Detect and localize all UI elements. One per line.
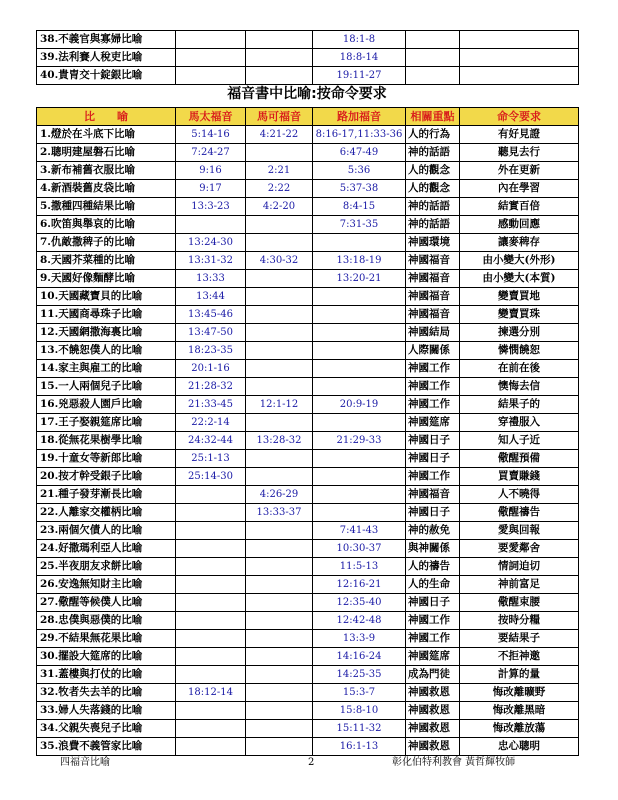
matthew-ref [176, 702, 246, 720]
mark-ref [246, 342, 313, 360]
parable-name: 28.忠僕與惡僕的比喻 [37, 612, 176, 630]
mark-ref [246, 360, 313, 378]
focus-cell: 神國筵席 [406, 648, 460, 666]
table-row [37, 180, 579, 198]
luke-ref: 7:31-35 [313, 216, 406, 234]
mark-ref: 4:2-20 [246, 198, 313, 216]
luke-ref: 18:8-14 [313, 49, 406, 67]
parable-name: 17.王子娶親筵席比喻 [37, 414, 176, 432]
mark-ref: 13:33-37 [246, 504, 313, 522]
mark-ref [246, 576, 313, 594]
footer-page-number: 2 [308, 757, 315, 768]
parable-name: 3.新布補舊衣服比喻 [37, 162, 176, 180]
parable-name: 8.天國芥菜種的比喻 [37, 252, 176, 270]
requirement-cell: 悔改離放蕩 [460, 720, 579, 738]
focus-cell [406, 49, 460, 67]
luke-ref: 13:20-21 [313, 270, 406, 288]
matthew-ref [176, 540, 246, 558]
table-row [37, 594, 579, 612]
mark-ref [246, 306, 313, 324]
table-row [37, 432, 579, 450]
mark-ref: 2:22 [246, 180, 313, 198]
matthew-ref: 5:14-16 [176, 126, 246, 144]
luke-ref: 5:37-38 [313, 180, 406, 198]
mark-ref [246, 702, 313, 720]
luke-ref [313, 342, 406, 360]
table-row [37, 360, 579, 378]
mark-ref [246, 288, 313, 306]
requirement-cell: 穿禮服入 [460, 414, 579, 432]
parable-name: 19.十童女等新郎比喻 [37, 450, 176, 468]
matthew-ref [176, 31, 246, 49]
requirement-cell: 有好見證 [460, 126, 579, 144]
focus-cell: 成為門徒 [406, 666, 460, 684]
table-row [37, 342, 579, 360]
focus-cell: 神國救恩 [406, 702, 460, 720]
header-focus: 相關重點 [406, 108, 460, 126]
luke-ref: 13:18-19 [313, 252, 406, 270]
requirement-cell: 買賣賺錢 [460, 468, 579, 486]
requirement-cell: 悔改離曠野 [460, 684, 579, 702]
requirement-cell: 悔改離黑暗 [460, 702, 579, 720]
focus-cell: 人的觀念 [406, 180, 460, 198]
mark-ref [246, 720, 313, 738]
mark-ref [246, 468, 313, 486]
luke-ref: 12:42-48 [313, 612, 406, 630]
luke-ref: 8:4-15 [313, 198, 406, 216]
header-requirement: 命令要求 [460, 108, 579, 126]
table-row [37, 720, 579, 738]
luke-ref: 19:11-27 [313, 67, 406, 85]
parable-name: 22.人離家交權柄比喻 [37, 504, 176, 522]
parable-name: 7.仇敵撒稗子的比喻 [37, 234, 176, 252]
parable-name: 21.種子發芽漸長比喻 [37, 486, 176, 504]
focus-cell: 神國工作 [406, 468, 460, 486]
luke-ref [313, 306, 406, 324]
focus-cell: 神國工作 [406, 378, 460, 396]
requirement-cell: 忠心聰明 [460, 738, 579, 756]
matthew-ref: 20:1-16 [176, 360, 246, 378]
parable-name: 16.兇惡殺人園戶比喻 [37, 396, 176, 414]
table-row [37, 49, 579, 67]
matthew-ref: 13:45-46 [176, 306, 246, 324]
luke-ref: 20:9-19 [313, 396, 406, 414]
mark-ref [246, 270, 313, 288]
luke-ref: 18:1-8 [313, 31, 406, 49]
table-row [37, 126, 579, 144]
mark-ref: 4:21-22 [246, 126, 313, 144]
focus-cell: 神國福音 [406, 252, 460, 270]
parable-name: 29.不結果無花果比喻 [37, 630, 176, 648]
matthew-ref: 13:47-50 [176, 324, 246, 342]
mark-ref: 4:26-29 [246, 486, 313, 504]
matthew-ref: 21:28-32 [176, 378, 246, 396]
mark-ref: 4:30-32 [246, 252, 313, 270]
luke-ref: 14:25-35 [313, 666, 406, 684]
parable-name: 15.一人兩個兒子比喻 [37, 378, 176, 396]
requirement-cell: 揀選分別 [460, 324, 579, 342]
focus-cell: 神的話語 [406, 144, 460, 162]
focus-cell: 神國福音 [406, 306, 460, 324]
luke-ref: 14:16-24 [313, 648, 406, 666]
luke-ref: 21:29-33 [313, 432, 406, 450]
mark-ref [246, 216, 313, 234]
table-row [37, 252, 579, 270]
table-row [37, 162, 579, 180]
focus-cell: 神國環境 [406, 234, 460, 252]
luke-ref: 7:41-43 [313, 522, 406, 540]
mark-ref [246, 648, 313, 666]
table-row [37, 666, 579, 684]
matthew-ref [176, 594, 246, 612]
focus-cell: 神國救恩 [406, 720, 460, 738]
header-mark: 馬可福音 [246, 108, 313, 126]
matthew-ref [176, 612, 246, 630]
mark-ref [246, 414, 313, 432]
mark-ref [246, 684, 313, 702]
focus-cell: 神的赦免 [406, 522, 460, 540]
focus-cell: 神國筵席 [406, 414, 460, 432]
matthew-ref: 13:44 [176, 288, 246, 306]
matthew-ref [176, 49, 246, 67]
luke-ref [313, 414, 406, 432]
requirement-cell: 情詞迫切 [460, 558, 579, 576]
luke-ref [313, 450, 406, 468]
mark-ref [246, 738, 313, 756]
matthew-ref: 21:33-45 [176, 396, 246, 414]
table-row [37, 450, 579, 468]
focus-cell: 人的生命 [406, 576, 460, 594]
requirement-cell: 結實百倍 [460, 198, 579, 216]
parable-name: 32.牧者失去羊的比喻 [37, 684, 176, 702]
section-title: 福音書中比喻:按命令要求 [227, 86, 387, 102]
table-row [37, 324, 579, 342]
header-matthew: 馬太福音 [176, 108, 246, 126]
requirement-cell: 變賣買地 [460, 288, 579, 306]
luke-ref [313, 288, 406, 306]
mark-ref [246, 378, 313, 396]
mark-ref [246, 522, 313, 540]
focus-cell: 神國福音 [406, 288, 460, 306]
requirement-cell: 由小變大(本質) [460, 270, 579, 288]
table-row [37, 270, 579, 288]
mark-ref [246, 558, 313, 576]
luke-ref: 6:47-49 [313, 144, 406, 162]
luke-ref [313, 378, 406, 396]
parable-name: 18.從無花果樹學比喻 [37, 432, 176, 450]
parable-name: 6.吹笛與舉哀的比喻 [37, 216, 176, 234]
requirement-cell: 計算的量 [460, 666, 579, 684]
focus-cell: 神國日子 [406, 450, 460, 468]
parable-name: 2.聰明建屋磐石比喻 [37, 144, 176, 162]
table-row [37, 31, 579, 49]
parable-name: 24.好撒瑪利亞人比喻 [37, 540, 176, 558]
luke-ref: 15:8-10 [313, 702, 406, 720]
mark-ref [246, 67, 313, 85]
matthew-ref: 13:33 [176, 270, 246, 288]
table-row [37, 486, 579, 504]
requirement-cell: 人不曉得 [460, 486, 579, 504]
requirement-cell: 知人子近 [460, 432, 579, 450]
matthew-ref [176, 486, 246, 504]
table-row [37, 144, 579, 162]
mark-ref [246, 49, 313, 67]
luke-ref [313, 234, 406, 252]
requirement-cell: 感動回應 [460, 216, 579, 234]
matthew-ref: 25:14-30 [176, 468, 246, 486]
header-parable: 比 喻 [37, 108, 176, 126]
parable-name: 5.撒種四種結果比喻 [37, 198, 176, 216]
focus-cell: 神國救恩 [406, 738, 460, 756]
requirement-cell: 讓麥稗存 [460, 234, 579, 252]
focus-cell [406, 31, 460, 49]
table-row [37, 468, 579, 486]
matthew-ref [176, 648, 246, 666]
parable-name: 23.兩個欠債人的比喻 [37, 522, 176, 540]
parable-name: 1.燈於在斗底下比喻 [37, 126, 176, 144]
parable-name: 14.家主與雇工的比喻 [37, 360, 176, 378]
parable-name: 39.法利賽人稅吏比喻 [37, 49, 176, 67]
luke-ref: 8:16-17,11:33-36 [313, 126, 406, 144]
focus-cell: 神國救恩 [406, 684, 460, 702]
focus-cell: 人的禱告 [406, 558, 460, 576]
focus-cell: 人的觀念 [406, 162, 460, 180]
requirement-cell [460, 31, 579, 49]
focus-cell: 神的話語 [406, 216, 460, 234]
requirement-cell: 在前在後 [460, 360, 579, 378]
matthew-ref: 13:3-23 [176, 198, 246, 216]
focus-cell: 神的話語 [406, 198, 460, 216]
parable-name: 10.天國藏寶貝的比喻 [37, 288, 176, 306]
table-row [37, 738, 579, 756]
focus-cell: 神國福音 [406, 270, 460, 288]
requirement-cell: 要結果子 [460, 630, 579, 648]
matthew-ref [176, 576, 246, 594]
mark-ref [246, 612, 313, 630]
requirement-cell: 按時分糧 [460, 612, 579, 630]
requirement-cell [460, 67, 579, 85]
mark-ref [246, 324, 313, 342]
parable-name: 4.新酒裝舊皮袋比喻 [37, 180, 176, 198]
luke-ref: 10:30-37 [313, 540, 406, 558]
requirement-cell: 憐憫饒恕 [460, 342, 579, 360]
parable-name: 30.擺設大筵席的比喻 [37, 648, 176, 666]
table-row [37, 67, 579, 85]
matthew-ref: 22:2-14 [176, 414, 246, 432]
matthew-ref [176, 630, 246, 648]
luke-ref [313, 360, 406, 378]
requirement-cell: 儆醒束腰 [460, 594, 579, 612]
focus-cell: 神國日子 [406, 504, 460, 522]
focus-cell: 與神關係 [406, 540, 460, 558]
parable-name: 40.貴胄交十錠銀比喻 [37, 67, 176, 85]
mark-ref: 12:1-12 [246, 396, 313, 414]
table-row [37, 522, 579, 540]
requirement-cell: 懊悔去信 [460, 378, 579, 396]
luke-ref: 12:16-21 [313, 576, 406, 594]
mark-ref [246, 630, 313, 648]
parable-name: 20.按才幹受銀子比喻 [37, 468, 176, 486]
continued-parables-table [36, 30, 579, 85]
mark-ref [246, 594, 313, 612]
parable-name: 31.蓋樓與打仗的比喻 [37, 666, 176, 684]
footer-author: 彰化伯特利教會 黃哲輝牧師 [392, 757, 516, 768]
table-row [37, 396, 579, 414]
luke-ref: 13:3-9 [313, 630, 406, 648]
matthew-ref [176, 720, 246, 738]
table-row [37, 648, 579, 666]
luke-ref: 5:36 [313, 162, 406, 180]
mark-ref [246, 234, 313, 252]
requirement-cell: 外在更新 [460, 162, 579, 180]
requirement-cell: 由小變大(外形) [460, 252, 579, 270]
table-row [37, 504, 579, 522]
requirement-cell: 神前富足 [460, 576, 579, 594]
table-row [37, 702, 579, 720]
requirement-cell: 儆醒預備 [460, 450, 579, 468]
table-row [37, 612, 579, 630]
matthew-ref: 25:1-13 [176, 450, 246, 468]
matthew-ref [176, 738, 246, 756]
mark-ref [246, 31, 313, 49]
mark-ref: 13:28-32 [246, 432, 313, 450]
requirement-cell: 儆醒禱告 [460, 504, 579, 522]
luke-ref: 11:5-13 [313, 558, 406, 576]
focus-cell: 神國日子 [406, 432, 460, 450]
parable-name: 33.婦人失落錢的比喻 [37, 702, 176, 720]
requirement-cell: 結果子的 [460, 396, 579, 414]
matthew-ref: 9:17 [176, 180, 246, 198]
focus-cell [406, 67, 460, 85]
matthew-ref [176, 558, 246, 576]
mark-ref [246, 666, 313, 684]
table-row [37, 684, 579, 702]
matthew-ref: 7:24-27 [176, 144, 246, 162]
requirement-cell: 愛與回報 [460, 522, 579, 540]
parable-name: 35.浪費不義管家比喻 [37, 738, 176, 756]
focus-cell: 神國福音 [406, 486, 460, 504]
parable-name: 13.不饒恕僕人的比喻 [37, 342, 176, 360]
matthew-ref [176, 216, 246, 234]
luke-ref: 15:11-32 [313, 720, 406, 738]
table-row [37, 378, 579, 396]
header-row [37, 108, 579, 126]
table-row [37, 630, 579, 648]
parable-name: 34.父親失喪兒子比喻 [37, 720, 176, 738]
focus-cell: 神國工作 [406, 630, 460, 648]
table-row [37, 540, 579, 558]
matthew-ref [176, 522, 246, 540]
matthew-ref: 9:16 [176, 162, 246, 180]
luke-ref: 12:35-40 [313, 594, 406, 612]
requirement-cell: 變賣買珠 [460, 306, 579, 324]
table-row [37, 216, 579, 234]
focus-cell: 神國日子 [406, 594, 460, 612]
table-row [37, 414, 579, 432]
parable-name: 38.不義官與寡婦比喻 [37, 31, 176, 49]
footer-doc-title: 四福音比喻 [60, 757, 110, 768]
matthew-ref: 18:23-35 [176, 342, 246, 360]
mark-ref [246, 144, 313, 162]
luke-ref [313, 486, 406, 504]
parable-name: 9.天國好像麵酵比喻 [37, 270, 176, 288]
requirement-cell: 不拒神邀 [460, 648, 579, 666]
focus-cell: 人際關係 [406, 342, 460, 360]
luke-ref [313, 468, 406, 486]
parable-name: 12.天國網撒海裏比喻 [37, 324, 176, 342]
table-row [37, 558, 579, 576]
luke-ref [313, 504, 406, 522]
luke-ref: 15:3-7 [313, 684, 406, 702]
table-row [37, 198, 579, 216]
parables-command-table [36, 107, 579, 756]
matthew-ref: 18:12-14 [176, 684, 246, 702]
luke-ref [313, 324, 406, 342]
requirement-cell: 要愛鄰舍 [460, 540, 579, 558]
parable-name: 25.半夜朋友求餅比喻 [37, 558, 176, 576]
mark-ref: 2:21 [246, 162, 313, 180]
mark-ref [246, 540, 313, 558]
matthew-ref [176, 67, 246, 85]
focus-cell: 神國結局 [406, 324, 460, 342]
requirement-cell [460, 49, 579, 67]
table-row [37, 576, 579, 594]
matthew-ref: 13:24-30 [176, 234, 246, 252]
luke-ref: 16:1-13 [313, 738, 406, 756]
parable-name: 26.安逸無知財主比喻 [37, 576, 176, 594]
parable-name: 27.儆醒等候僕人比喻 [37, 594, 176, 612]
mark-ref [246, 450, 313, 468]
table-row [37, 234, 579, 252]
focus-cell: 人的行為 [406, 126, 460, 144]
requirement-cell: 內在學習 [460, 180, 579, 198]
parable-name: 11.天國商尋珠子比喻 [37, 306, 176, 324]
focus-cell: 神國工作 [406, 612, 460, 630]
table-row [37, 306, 579, 324]
focus-cell: 神國工作 [406, 396, 460, 414]
header-luke: 路加福音 [313, 108, 406, 126]
table-row [37, 288, 579, 306]
matthew-ref: 13:31-32 [176, 252, 246, 270]
matthew-ref [176, 504, 246, 522]
matthew-ref: 24:32-44 [176, 432, 246, 450]
focus-cell: 神國工作 [406, 360, 460, 378]
requirement-cell: 聽見去行 [460, 144, 579, 162]
matthew-ref [176, 666, 246, 684]
